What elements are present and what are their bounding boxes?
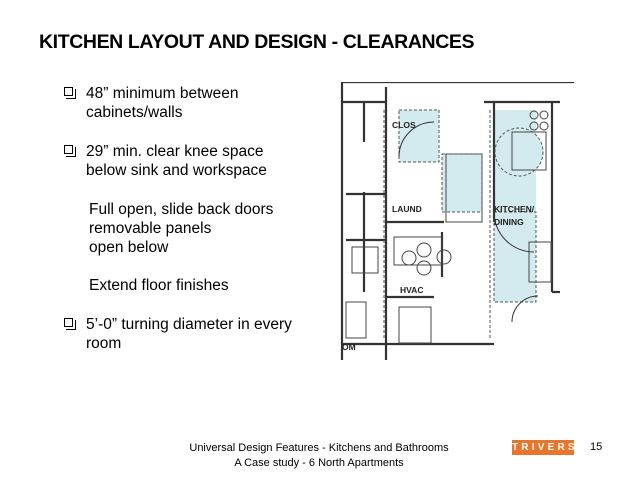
checkbox-bullet-icon <box>64 145 73 154</box>
page-title: KITCHEN LAYOUT AND DESIGN - CLEARANCES <box>39 31 475 53</box>
subtext-doors-line2: removable panels <box>89 220 212 237</box>
label-kitchen-line1: KITCHEN/ <box>494 204 535 214</box>
checkbox-bullet-icon <box>64 87 73 96</box>
checkbox-bullet-icon <box>64 318 73 327</box>
bullet-text-line1: 48” minimum between <box>86 85 239 102</box>
bullet-text-line2: cabinets/walls <box>86 104 183 121</box>
label-laund: LAUND <box>392 204 422 214</box>
footer-line1: Universal Design Features - Kitchens and Bathrooms <box>189 442 449 454</box>
plan-walls <box>342 82 574 360</box>
bullet-text-line1: 29” min. clear knee space <box>86 143 264 160</box>
subtext-doors-line1: Full open, slide back doors <box>89 201 274 218</box>
bullet-text-line1: 5’-0” turning diameter in every <box>86 316 292 333</box>
bullet-text-line2: below sink and workspace <box>86 162 267 179</box>
label-clos: CLOS <box>392 120 416 130</box>
label-kitchen-line2: DINING <box>494 217 524 227</box>
footer-line2: A Case study - 6 North Apartments <box>234 457 404 469</box>
label-hvac: HVAC <box>400 285 424 295</box>
subtext-finishes: Extend floor finishes <box>89 277 229 294</box>
page-number: 15 <box>590 441 603 453</box>
trivers-logo: TRIVERS <box>512 442 578 453</box>
subtext-doors-line3: open below <box>89 239 169 256</box>
kitchen-floor-plan <box>334 82 574 360</box>
bullet-text-line2: room <box>86 335 122 352</box>
label-room-partial: OM <box>342 342 356 352</box>
